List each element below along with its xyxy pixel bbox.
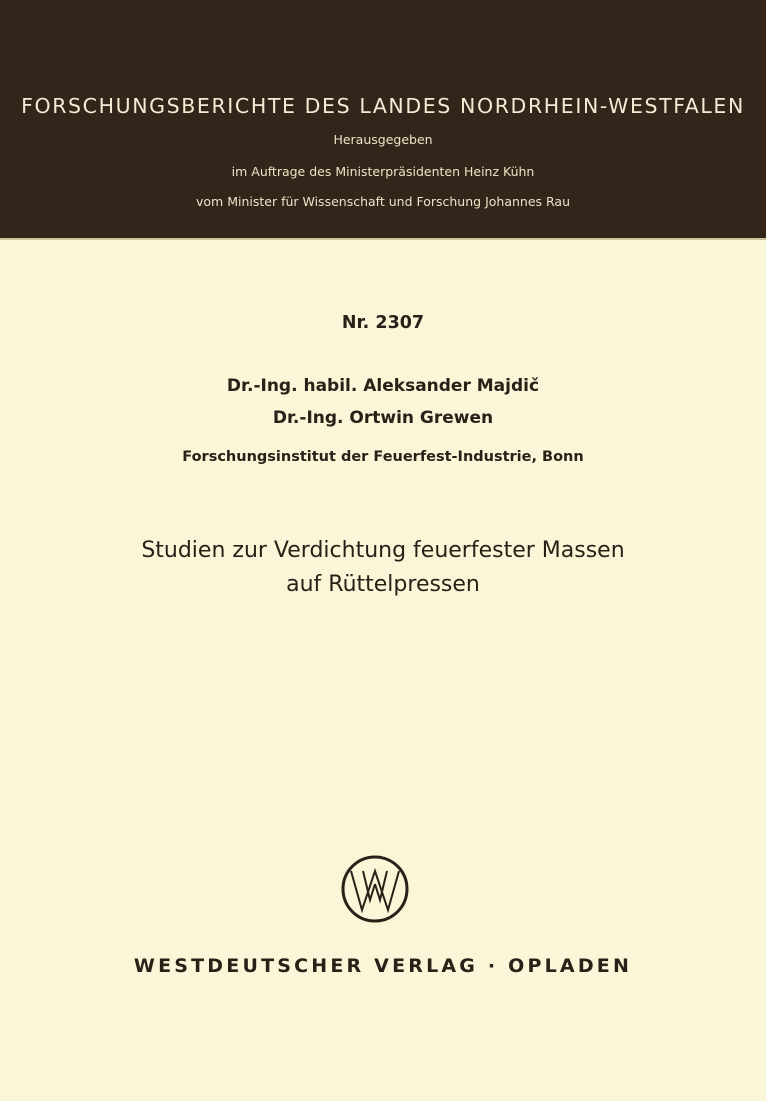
publisher-name: WESTDEUTSCHER VERLAG · OPLADEN xyxy=(133,955,633,977)
publisher-note-1: Herausgegeben xyxy=(333,132,433,147)
publisher-logo-icon xyxy=(340,854,410,924)
institute: Forschungsinstitut der Feuerfest-Industrie, Bonn xyxy=(182,449,584,465)
title-line-1: Studien zur Verdichtung feuerfester Massen xyxy=(141,538,625,563)
series-title: FORSCHUNGSBERICHTE DES LANDES NORDRHEIN-WESTFALEN xyxy=(21,94,745,118)
author-1: Dr.-Ing. habil. Aleksander Majdič xyxy=(226,376,540,396)
report-number: Nr. 2307 xyxy=(341,313,425,333)
author-2: Dr.-Ing. Ortwin Grewen xyxy=(272,408,494,428)
header-divider xyxy=(0,238,766,240)
title-line-2: auf Rüttelpressen xyxy=(286,572,480,597)
publisher-note-2: im Auftrage des Ministerpräsidenten Heinz Kühn xyxy=(231,164,535,179)
publisher-note-3: vom Minister für Wissenschaft und Forschung Johannes Rau xyxy=(196,194,570,209)
